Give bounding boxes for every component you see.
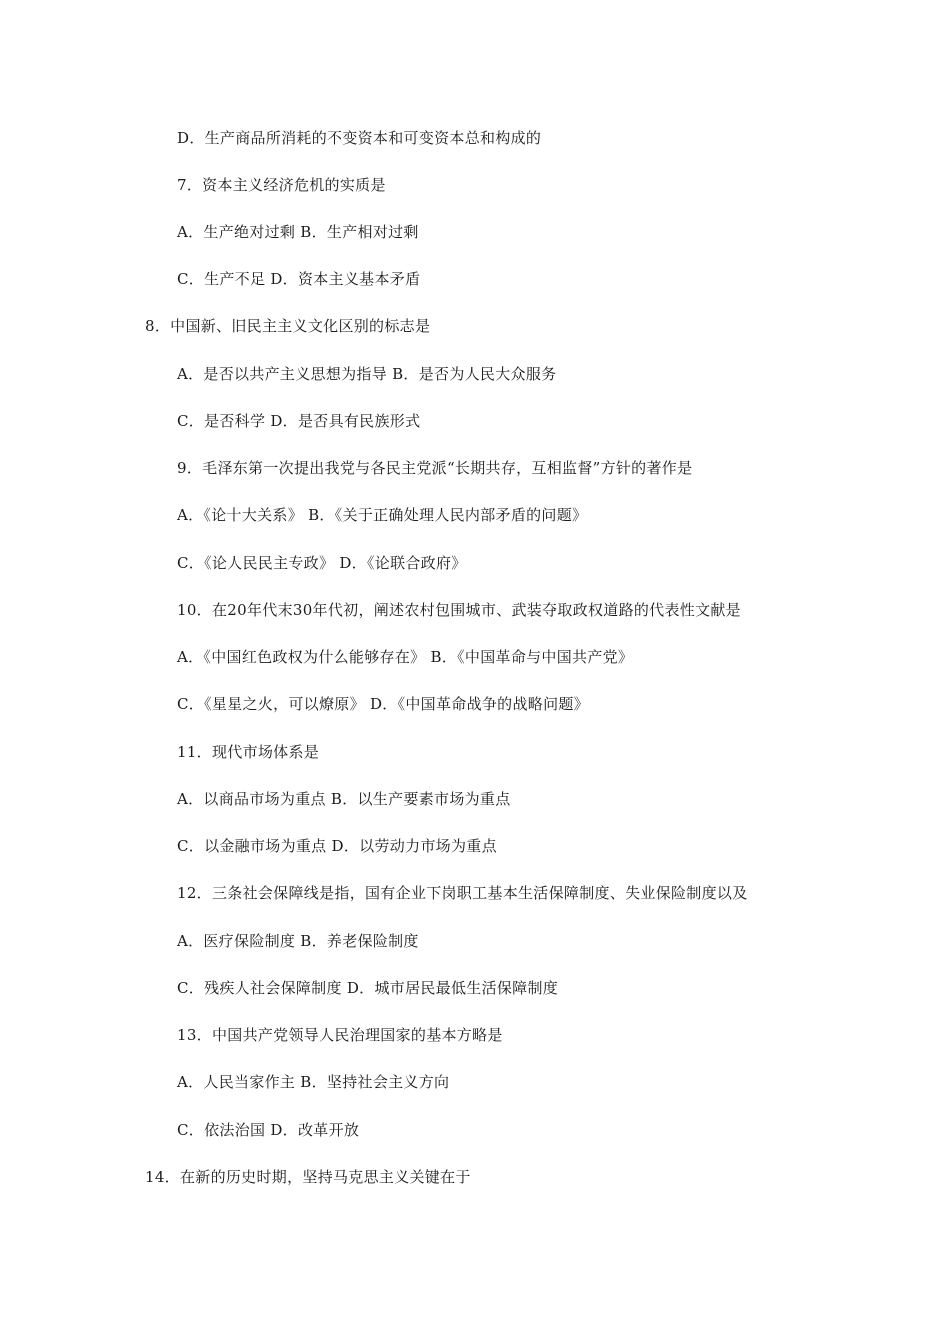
option-line: A．人民当家作主 B．坚持社会主义方向 [177, 1073, 450, 1091]
option-line: A．生产绝对过剩 B．生产相对过剩 [177, 223, 419, 241]
question-line: 12．三条社会保障线是指，国有企业下岗职工基本生活保障制度、失业保险制度以及 [177, 884, 748, 902]
option-line: C．《论人民民主专政》 D．《论联合政府》 [177, 554, 467, 572]
option-line: A．《中国红色政权为什么能够存在》 B．《中国革命与中国共产党》 [177, 648, 634, 666]
option-line: A．《论十大关系》 B．《关于正确处理人民内部矛盾的问题》 [177, 506, 588, 524]
question-line: 14．在新的历史时期，坚持马克思主义关键在于 [145, 1168, 471, 1186]
question-line: 10．在20年代末30年代初，阐述农村包围城市、武装夺取政权道路的代表性文献是 [177, 601, 741, 619]
option-line: C．《星星之火，可以燎原》 D．《中国革命战争的战略问题》 [177, 695, 589, 713]
option-line: C．依法治国 D．改革开放 [177, 1121, 360, 1139]
option-line: C．是否科学 D．是否具有民族形式 [177, 412, 421, 430]
option-line: A．以商品市场为重点 B．以生产要素市场为重点 [177, 790, 511, 808]
question-line: 11．现代市场体系是 [177, 743, 320, 761]
option-line: C．以金融市场为重点 D．以劳动力市场为重点 [177, 837, 497, 855]
question-line: 9．毛泽东第一次提出我党与各民主党派“长期共存，互相监督”方针的著作是 [177, 459, 693, 477]
option-line: A．是否以共产主义思想为指导 B．是否为人民大众服务 [177, 365, 557, 383]
option-line: D．生产商品所消耗的不变资本和可变资本总和构成的 [177, 129, 542, 147]
option-line: C．残疾人社会保障制度 D．城市居民最低生活保障制度 [177, 979, 559, 997]
question-line: 7．资本主义经济危机的实质是 [177, 176, 386, 194]
option-line: A．医疗保险制度 B．养老保险制度 [177, 932, 419, 950]
option-line: C．生产不足 D．资本主义基本矛盾 [177, 270, 421, 288]
question-line: 13．中国共产党领导人民治理国家的基本方略是 [177, 1026, 503, 1044]
question-line: 8．中国新、旧民主主义文化区别的标志是 [145, 317, 431, 335]
